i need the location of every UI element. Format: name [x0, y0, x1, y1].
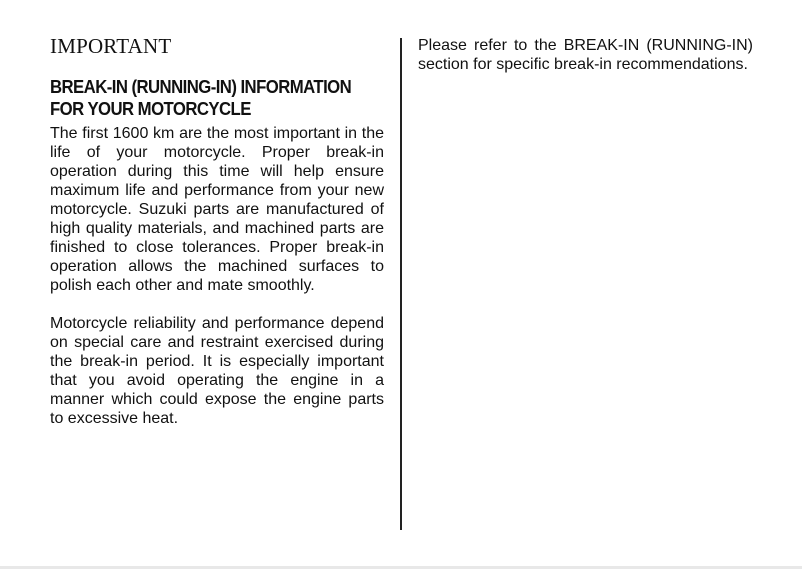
break-in-paragraph-2: Motorcycle reliability and performance depend on special care and restraint exercised during the break-in period. It is especially important that you avoid operating the engine in a manner which could expose the engine parts to excessive heat. [50, 315, 384, 427]
section-heading-line-1: BREAK-IN (RUNNING-IN) INFORMATION [50, 77, 352, 97]
right-column [418, 36, 753, 74]
section-heading-line-2: FOR YOUR MOTORCYCLE [50, 99, 251, 119]
section-heading [50, 76, 385, 120]
reference-paragraph: Please refer to the BREAK-IN (RUNNING-IN) section for specific break-in recommendations. [418, 37, 753, 73]
column-divider [400, 38, 402, 530]
important-label: IMPORTANT [50, 34, 172, 58]
break-in-paragraph-1: The first 1600 km are the most important in the life of your motorcycle. Proper break-in operation during this time will help ensure maximum life and performance from your new motorcycle. Suzuki parts are manufactured of high quality materials, and machined parts are finished to close tolerances. Proper break-in operation allows the machined surfaces to polish each other and mate smoothly. [50, 125, 384, 294]
left-column [50, 34, 384, 428]
